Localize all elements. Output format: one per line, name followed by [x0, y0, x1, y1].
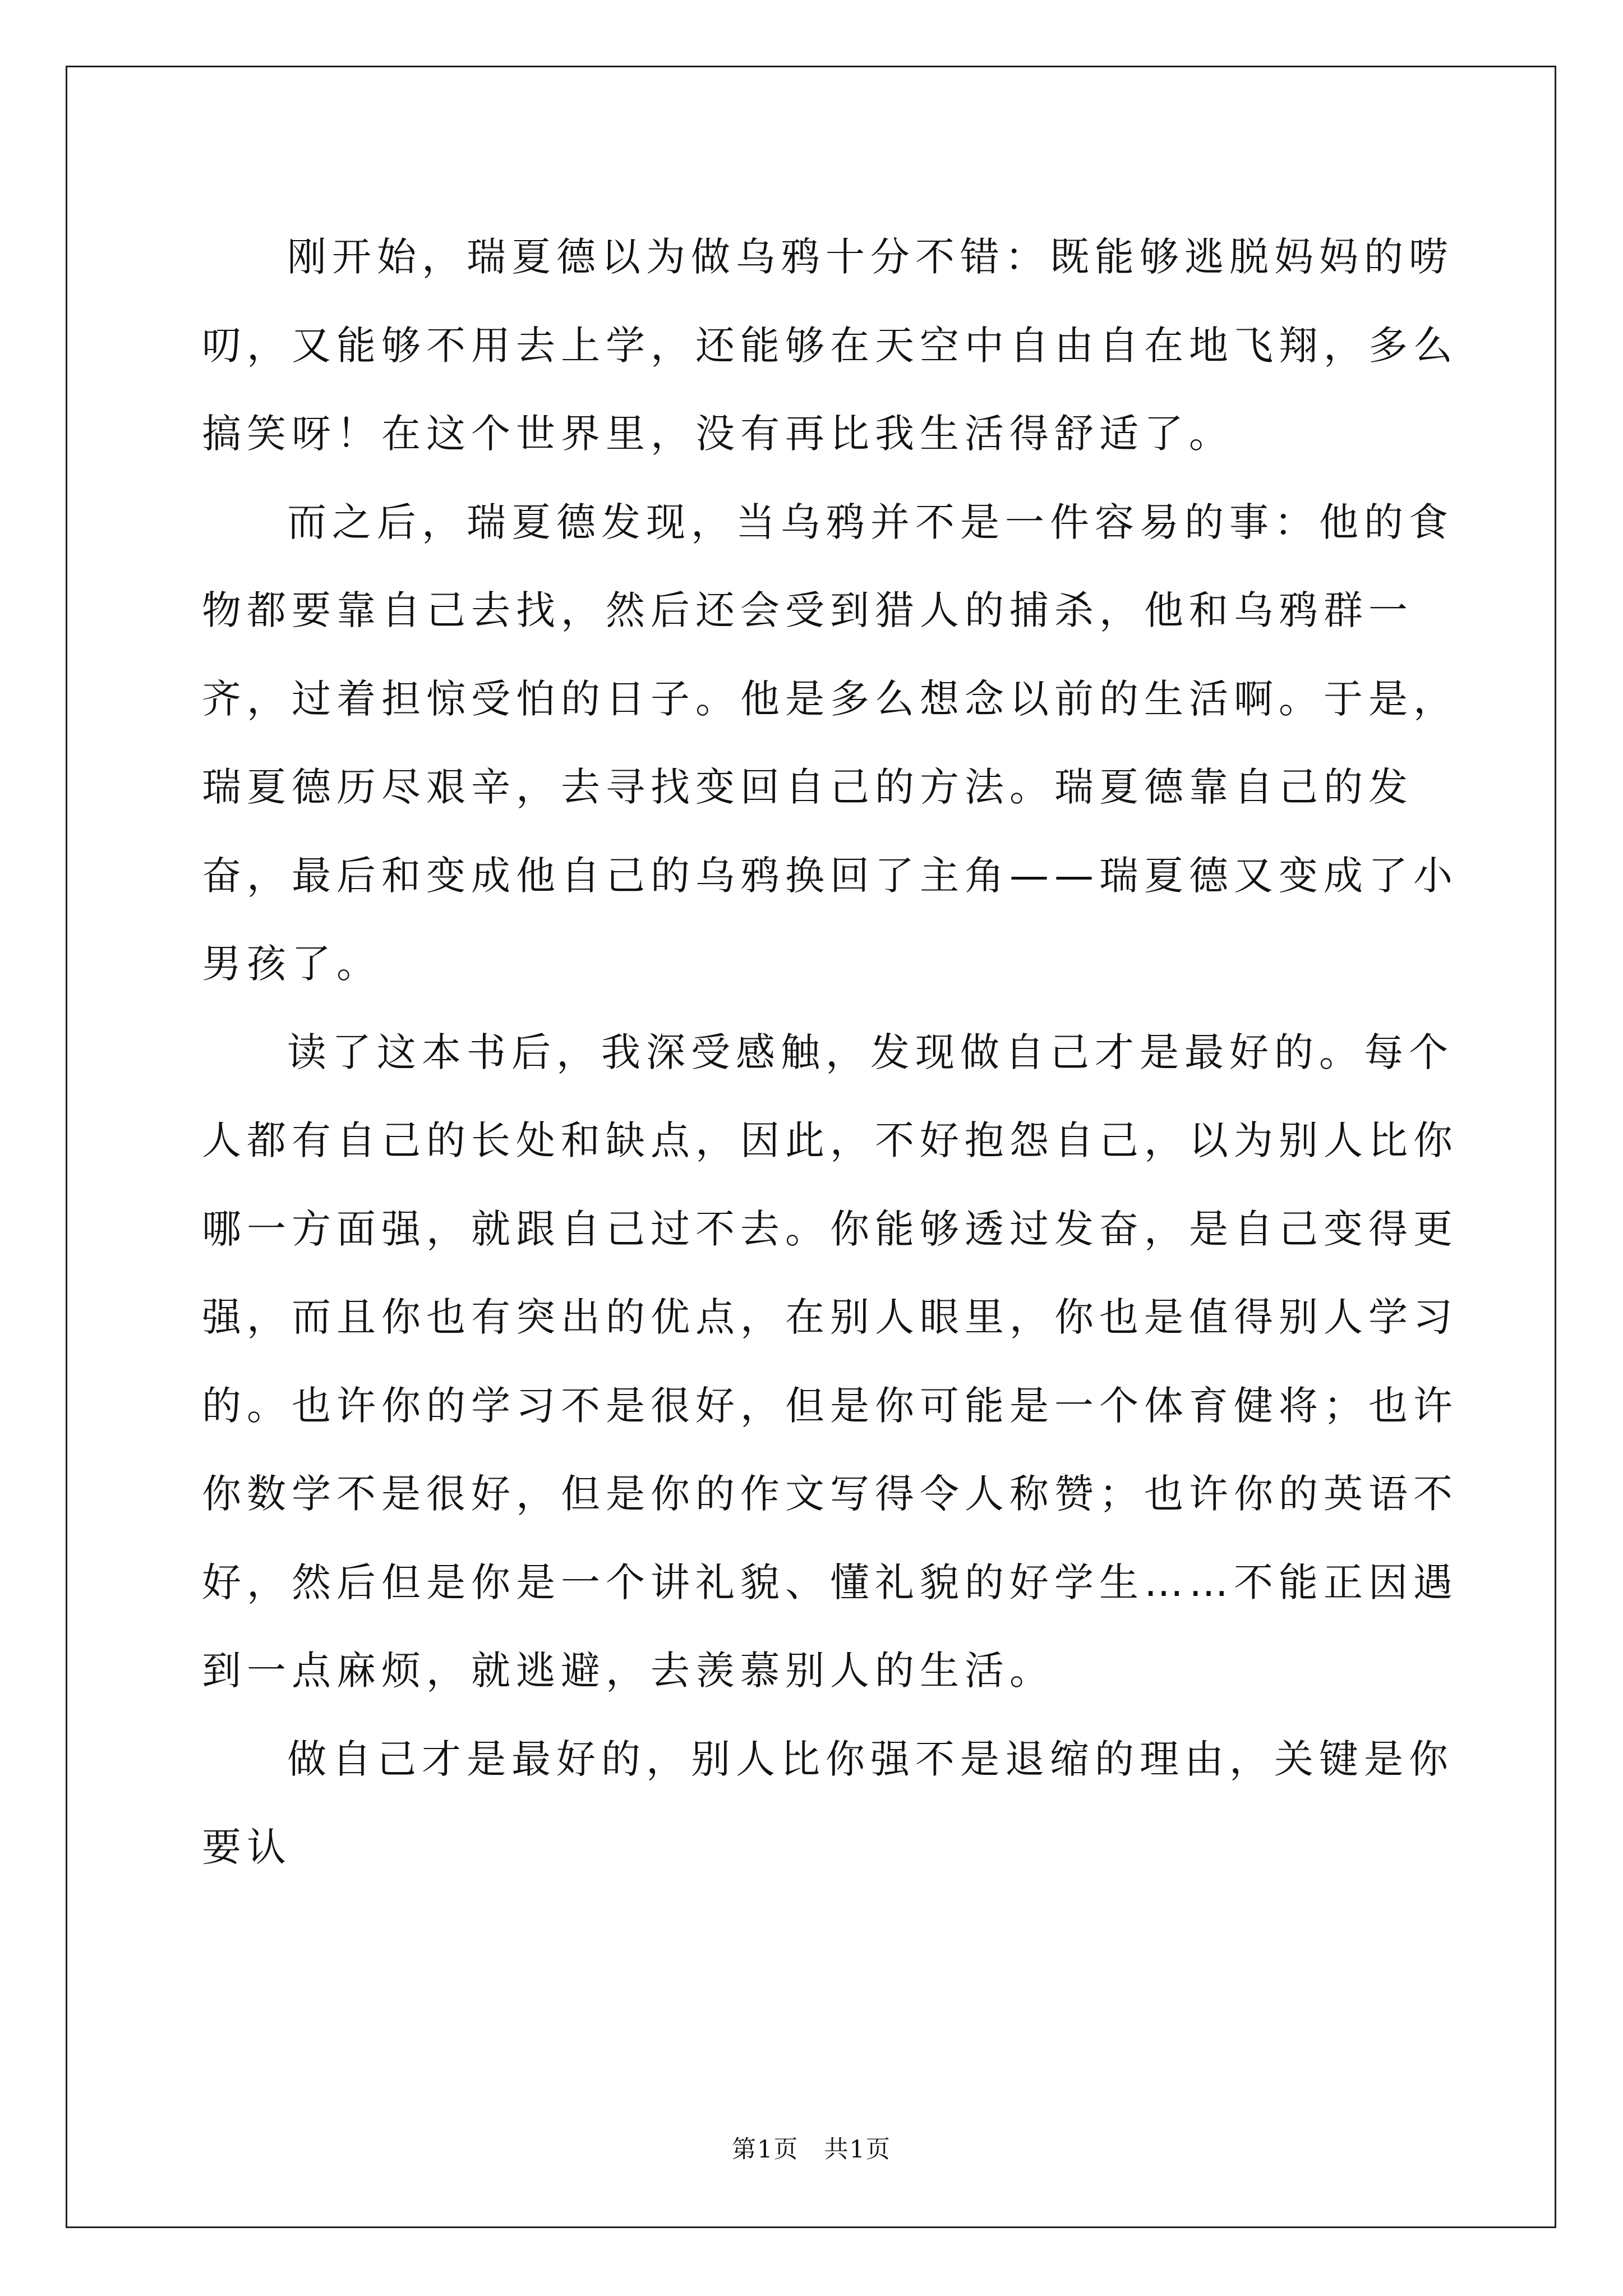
- paragraph-1: 刚开始，瑞夏德以为做乌鸦十分不错：既能够逃脱妈妈的唠叨，又能够不用去上学，还能够在天空中自由自在地飞翔，多么搞笑呀！在这个世界里，没有再比我生活得舒适了。: [202, 234, 1458, 457]
- paragraph-3: 读了这本书后，我深受感触，发现做自己才是最好的。每个人都有自己的长处和缺点，因此，不好抱怨自己，以为别人比你哪一方面强，就跟自己过不去。你能够透过发奋，是自己变得更强，而且你也有突出的优点，在别人眼里，你也是值得别人学习的。也许你的学习不是很好，但是你可能是一个体育健将；也许你数学不是很好，但是你的作文写得令人称赞；也许你的英语不好，然后但是你是一个讲礼貌、懂礼貌的好学生……不能正因遇到一点麻烦，就逃避，去羡慕别人的生活。: [202, 1029, 1458, 1694]
- paragraph-2: 而之后，瑞夏德发现，当乌鸦并不是一件容易的事：他的食物都要靠自己去找，然后还会受到猎人的捕杀，他和乌鸦群一齐，过着担惊受怕的日子。他是多么想念以前的生活啊。于是，瑞夏德历尽艰辛，去寻找变回自己的方法。瑞夏德靠自己的发奋，最后和变成他自己的乌鸦换回了主角——瑞夏德又变成了小男孩了。: [202, 499, 1458, 987]
- page-number-footer: 第1页 共1页: [732, 2136, 891, 2164]
- paragraph-4: 做自己才是最好的，别人比你强不是退缩的理由，关键是你要认: [202, 1736, 1454, 1870]
- document-body: [202, 213, 1486, 1892]
